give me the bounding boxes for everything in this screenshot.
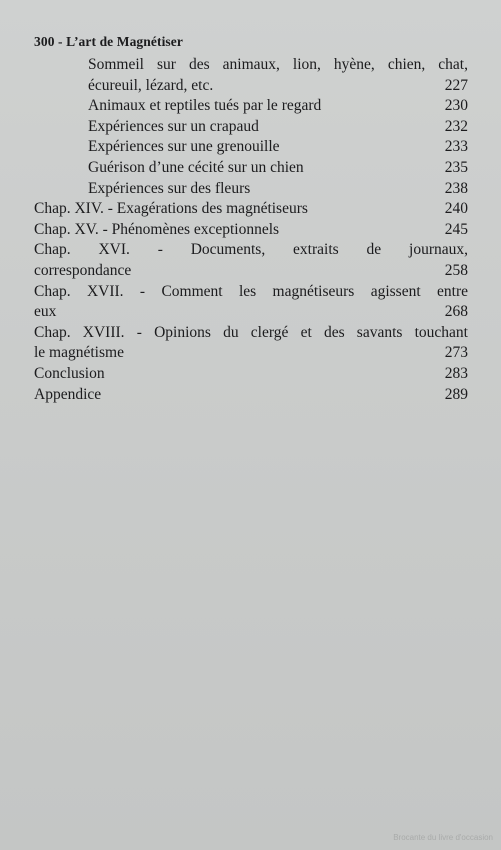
- toc-entry-title: correspondance: [34, 261, 132, 279]
- toc-entry: [34, 385, 468, 406]
- toc-page-number: 283: [444, 364, 468, 382]
- toc-entry-title: Appendice: [34, 385, 102, 403]
- toc-entry: [34, 117, 468, 138]
- toc-page-number: 273: [444, 344, 468, 362]
- toc-entry-title: Chap. XIV. - Exagérations des magnétiseurs: [34, 200, 308, 218]
- toc-entry: [34, 220, 468, 241]
- toc-page-number: 232: [444, 117, 468, 135]
- toc-entry: [34, 96, 468, 117]
- running-header: 300 - L’art de Magnétiser: [34, 34, 183, 49]
- toc-page-number: 230: [444, 97, 468, 115]
- toc-entry: [34, 55, 468, 96]
- table-of-contents: [34, 55, 468, 405]
- toc-page-number: 268: [444, 303, 468, 321]
- toc-entry-title: Chap. XV. - Phénomènes exceptionnels: [34, 220, 280, 238]
- toc-entry-line: Sommeil sur des animaux, lion, hyène, chien, chat,: [88, 56, 468, 73]
- toc-page-number: 235: [444, 158, 468, 176]
- toc-entry-line: Chap. XVI. - Documents, extraits de journaux,: [34, 241, 468, 259]
- toc-entry-title: le magnétisme: [34, 344, 124, 362]
- toc-entry-line: Chap. XVIII. - Opinions du clergé et des savants touchant: [34, 323, 468, 341]
- toc-entry: [34, 199, 468, 220]
- watermark: Brocante du livre d'occasion: [393, 833, 493, 842]
- toc-entry-title: Guérison d’une cécité sur un chien: [88, 158, 304, 176]
- toc-entry: [34, 323, 468, 364]
- toc-entry-line: Chap. XVII. - Comment les magnétiseurs agissent entre: [34, 282, 468, 300]
- toc-page-number: 245: [444, 220, 468, 238]
- toc-entry-title: eux: [34, 303, 57, 321]
- toc-entry: [34, 158, 468, 179]
- toc-entry-title: écureuil, lézard, etc.: [88, 76, 214, 94]
- toc-entry: [34, 240, 468, 281]
- toc-entry: [34, 364, 468, 385]
- toc-page-number: 233: [444, 138, 468, 156]
- toc-page-number: 227: [444, 76, 468, 94]
- toc-page-number: 289: [444, 385, 468, 403]
- toc-page-number: 258: [444, 261, 468, 279]
- toc-entry: [34, 137, 468, 158]
- toc-entry-title: Expériences sur un crapaud: [88, 117, 259, 135]
- toc-entry: [34, 179, 468, 200]
- toc-entry-title: Expériences sur une grenouille: [88, 138, 280, 156]
- toc-entry-title: Conclusion: [34, 364, 105, 382]
- toc-page-number: 240: [444, 200, 468, 218]
- toc-page-number: 238: [444, 179, 468, 197]
- toc-entry-title: Expériences sur des fleurs: [88, 179, 251, 197]
- toc-entry: [34, 282, 468, 323]
- toc-entry-title: Animaux et reptiles tués par le regard: [88, 97, 322, 115]
